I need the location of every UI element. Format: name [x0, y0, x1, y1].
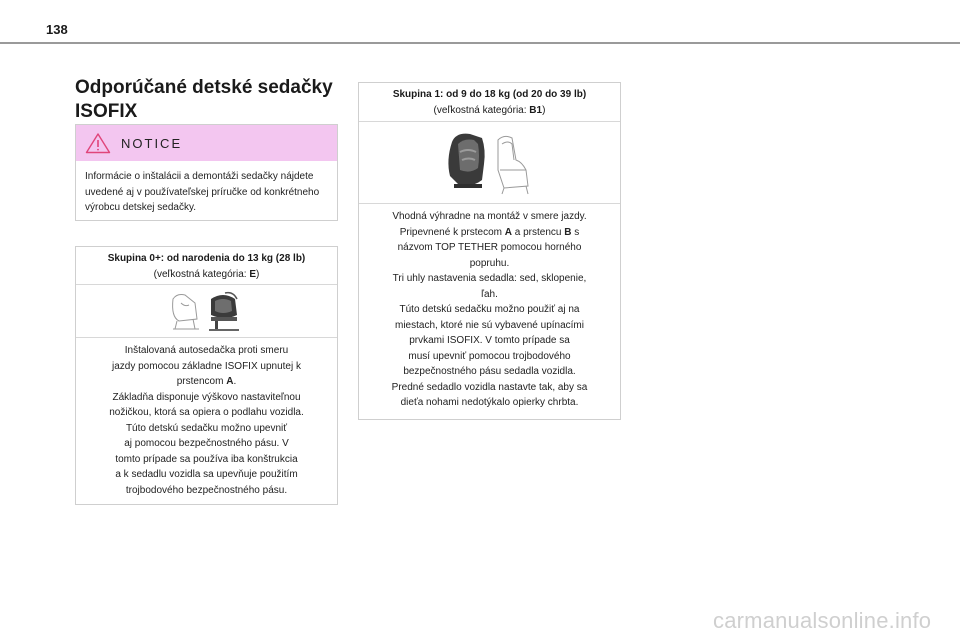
notice-box	[75, 124, 338, 221]
group-1-line: dieťa nohami nedotýkalo opierky chrbta.	[400, 397, 579, 408]
group-0-line: jazdy pomocou základne ISOFIX upnutej k	[112, 360, 301, 372]
header-divider	[0, 42, 960, 44]
group-1-description	[359, 204, 620, 411]
group-0-line: aj pomocou bezpečnostného pásu. V	[124, 438, 289, 449]
group-0-size-suffix: )	[256, 268, 260, 280]
group-0-line: Základňa disponuje výškovo nastaviteľnou	[112, 391, 301, 403]
warning-triangle-icon	[85, 132, 111, 154]
group-1-line: Tri uhly nastavenia sedadla: sed, sklopenie,	[392, 273, 587, 284]
group-1-line: Vhodná výhradne na montáž v smere jazdy.	[392, 211, 587, 222]
group-0-line: trojbodového bezpečnostného pásu.	[125, 484, 288, 496]
notice-label: NOTICE	[121, 135, 183, 151]
group-0-description	[76, 338, 337, 498]
group-0-heading: Skupina 0+: od narodenia do 13 kg (28 lb)	[107, 253, 306, 264]
group-0-line	[82, 374, 331, 390]
group-1-line: Pripevnené k prstecom A a prstencu B s	[399, 226, 580, 238]
group-1-line: bezpečnostného pásu sedadla vozidla.	[403, 366, 576, 377]
group-1-size-prefix: (veľkostná kategória:	[433, 104, 530, 116]
notice-header	[76, 125, 337, 161]
page-number: 138	[46, 22, 68, 37]
page-title	[75, 76, 345, 124]
group-0-size-prefix: (veľkostná kategória:	[153, 268, 250, 280]
group-1-card	[358, 82, 621, 420]
group-1-image	[359, 122, 620, 204]
group-1-line: ľah.	[481, 288, 498, 300]
group-1-line: musí upevniť pomocou trojbodového	[408, 350, 571, 362]
infant-carrier-illustration	[167, 289, 247, 333]
group-0-size-value: E	[249, 268, 257, 280]
group-0-line-text: prstencom A.	[176, 376, 237, 387]
group-1-line: popruhu.	[469, 257, 510, 269]
child-seat-illustration	[442, 130, 538, 196]
group-1-size-suffix: )	[542, 104, 546, 116]
page-title-line-1: Odporúčané detské sedačky	[75, 77, 333, 98]
group-1-line: Túto detskú sedačku možno použiť aj na	[399, 304, 580, 315]
group-1-header	[359, 83, 620, 122]
group-0-header	[76, 247, 337, 285]
group-0-image	[76, 285, 337, 338]
group-1-size-value: B1	[529, 104, 543, 116]
group-1-line: Predné sedadlo vozidla nastavte tak, aby sa	[391, 381, 588, 393]
group-1-line: miestach, ktoré nie sú vybavené upínacími	[395, 319, 584, 331]
group-0-line: nožičkou, ktorá sa opiera o podlahu vozidla.	[109, 407, 304, 418]
group-0-line: tomto prípade sa používa iba konštrukcia	[115, 453, 298, 465]
group-1-heading: Skupina 1: od 9 do 18 kg (od 20 do 39 lb)	[392, 89, 587, 100]
group-0-line: Túto detskú sedačku možno upevniť	[125, 422, 288, 434]
watermark: carmanualsonline.info	[713, 608, 932, 633]
group-0-card	[75, 246, 338, 505]
group-0-line: a k sedadlu vozidla sa upevňuje použitím	[115, 469, 298, 480]
notice-text: Informácie o inštalácii a demontáži sedačky nájdete uvedené aj v používateľskej príručke od konkrétneho výrobcu detskej sedačky.	[85, 171, 320, 213]
page-title-line-2: ISOFIX	[75, 101, 138, 122]
group-1-line: názvom TOP TETHER pomocou horného	[397, 242, 582, 253]
group-0-line: Inštalovaná autosedačka proti smeru	[124, 345, 289, 356]
group-1-line: prvkami ISOFIX. V tomto prípade sa	[409, 335, 570, 346]
